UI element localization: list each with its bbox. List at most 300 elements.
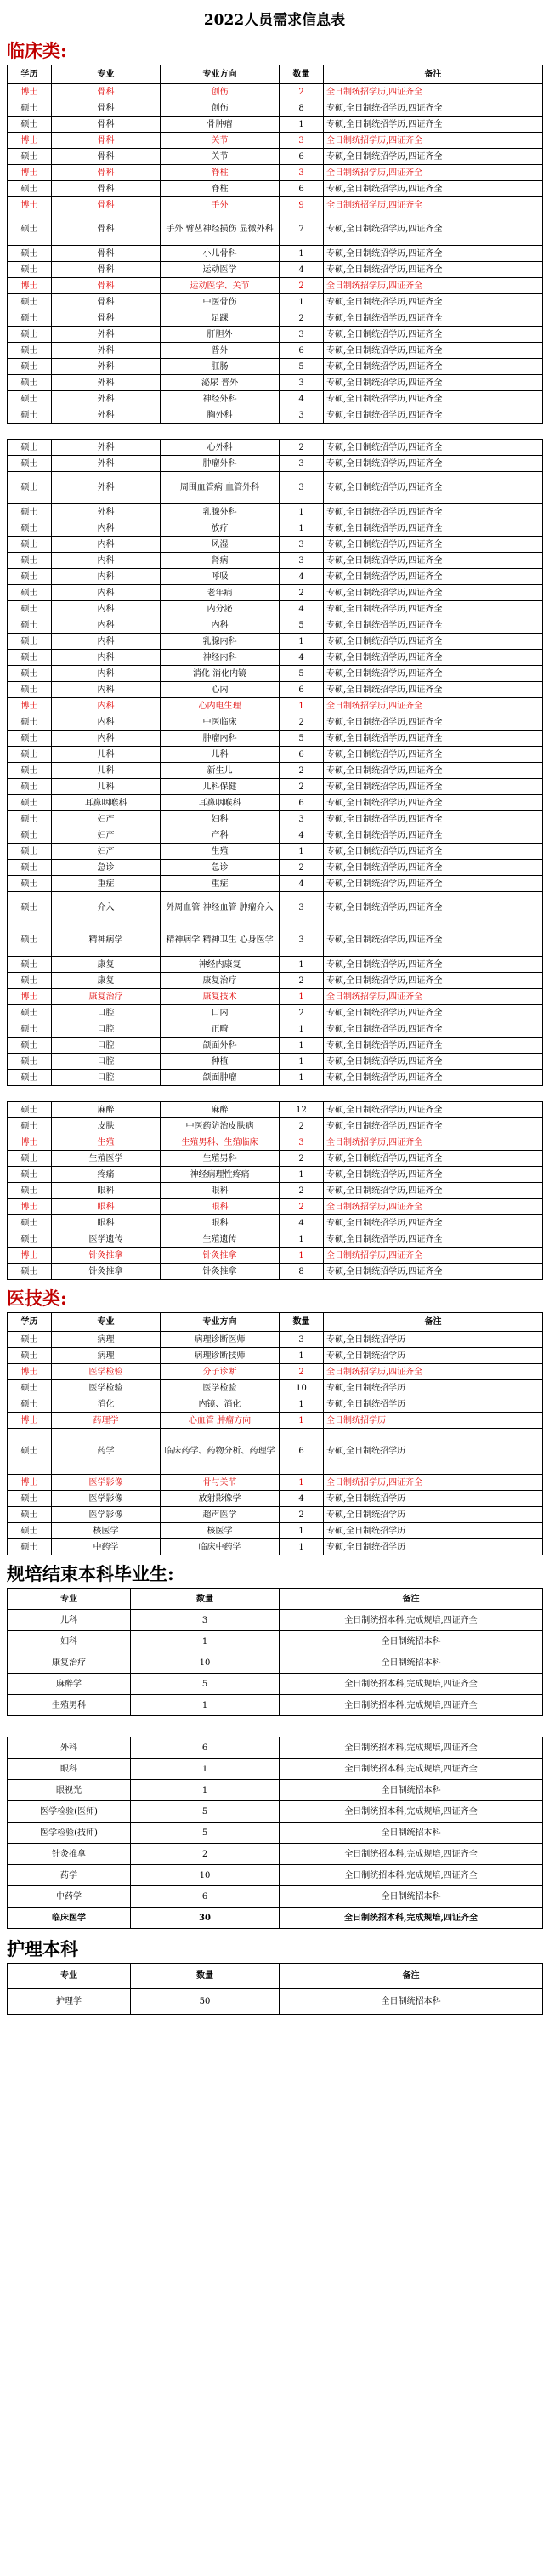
cell-notes: 专硕,全日制统招学历,四证齐全 xyxy=(324,811,543,827)
cell-count: 1 xyxy=(280,1413,324,1429)
cell-count: 5 xyxy=(131,1674,280,1695)
table-spacer xyxy=(8,424,543,440)
cell-major: 内科 xyxy=(52,553,161,569)
cell-notes: 专硕,全日制统招学历,四证齐全 xyxy=(324,795,543,811)
header-count: 数量 xyxy=(131,1589,280,1610)
nursing-table-body xyxy=(8,1989,543,2015)
cell-major: 生殖男科 xyxy=(8,1695,131,1716)
cell-notes: 专硕,全日制统招学历,四证齐全 xyxy=(324,1215,543,1231)
cell-degree: 硕士 xyxy=(8,650,52,666)
cell-major: 康复 xyxy=(52,957,161,973)
table-row xyxy=(8,1118,543,1134)
cell-major: 疼痛 xyxy=(52,1167,161,1183)
table-row xyxy=(8,327,543,343)
cell-count: 2 xyxy=(280,1507,324,1523)
table-row xyxy=(8,1183,543,1199)
cell-count: 3 xyxy=(280,537,324,553)
cell-major: 内科 xyxy=(52,731,161,747)
table-row xyxy=(8,795,543,811)
cell-direction: 乳腺外科 xyxy=(161,504,280,520)
cell-major: 介入 xyxy=(52,892,161,924)
cell-notes: 专硕,全日制统招学历,四证齐全 xyxy=(324,876,543,892)
cell-major: 康复治疗 xyxy=(8,1652,131,1674)
clinical-table xyxy=(7,65,543,1280)
cell-major: 外科 xyxy=(52,391,161,407)
header-count: 数量 xyxy=(131,1964,280,1989)
cell-major: 外科 xyxy=(52,375,161,391)
cell-notes: 专硕,全日制统招学历,四证齐全 xyxy=(324,779,543,795)
cell-count: 30 xyxy=(131,1908,280,1929)
cell-count: 6 xyxy=(280,795,324,811)
cell-notes: 专硕,全日制统招学历,四证齐全 xyxy=(324,1183,543,1199)
table-row xyxy=(8,1199,543,1215)
cell-notes: 全日制统招本科,完成规培,四证齐全 xyxy=(280,1865,543,1886)
cell-count: 2 xyxy=(280,278,324,294)
header-major: 专业 xyxy=(52,1313,161,1332)
cell-major: 内科 xyxy=(52,569,161,585)
cell-direction: 运动医学 xyxy=(161,262,280,278)
table-row xyxy=(8,440,543,456)
cell-degree: 硕士 xyxy=(8,957,52,973)
header-major: 专业 xyxy=(52,65,161,84)
cell-notes: 专硕,全日制统招学历,四证齐全 xyxy=(324,246,543,262)
cell-count: 3 xyxy=(280,375,324,391)
cell-count: 1 xyxy=(280,1231,324,1248)
cell-major: 妇科 xyxy=(8,1631,131,1652)
cell-count: 4 xyxy=(280,1215,324,1231)
cell-direction: 生殖遗传 xyxy=(161,1231,280,1248)
table-row xyxy=(8,1134,543,1151)
cell-major: 外科 xyxy=(52,472,161,504)
cell-count: 3 xyxy=(280,407,324,424)
cell-direction: 新生儿 xyxy=(161,763,280,779)
cell-degree: 硕士 xyxy=(8,795,52,811)
cell-count: 5 xyxy=(131,1801,280,1823)
cell-major: 医学检验(技师) xyxy=(8,1823,131,1844)
cell-notes: 专硕,全日制统招学历,四证齐全 xyxy=(324,650,543,666)
cell-notes: 专硕,全日制统招学历,四证齐全 xyxy=(324,844,543,860)
cell-degree: 硕士 xyxy=(8,1021,52,1038)
cell-count: 4 xyxy=(280,1491,324,1507)
table-row xyxy=(8,1674,543,1695)
cell-major: 护理学 xyxy=(8,1989,131,2015)
table-row xyxy=(8,860,543,876)
table-row xyxy=(8,1610,543,1631)
table-row xyxy=(8,763,543,779)
cell-major: 药学 xyxy=(52,1429,161,1475)
cell-direction: 急诊 xyxy=(161,860,280,876)
section-title-medtech: 医技类: xyxy=(7,1288,67,1309)
cell-degree: 硕士 xyxy=(8,553,52,569)
cell-direction: 放射影像学 xyxy=(161,1491,280,1507)
cell-count: 1 xyxy=(280,1054,324,1070)
table-row xyxy=(8,1491,543,1507)
cell-degree: 博士 xyxy=(8,698,52,714)
table-row xyxy=(8,1652,543,1674)
cell-major: 中药学 xyxy=(52,1539,161,1555)
cell-direction: 老年病 xyxy=(161,585,280,601)
section-title-nursing: 护理本科 xyxy=(7,1938,78,1959)
cell-notes: 专硕,全日制统招学历,四证齐全 xyxy=(324,391,543,407)
cell-degree: 硕士 xyxy=(8,1038,52,1054)
table-row xyxy=(8,989,543,1005)
cell-degree: 硕士 xyxy=(8,1491,52,1507)
cell-direction: 心外科 xyxy=(161,440,280,456)
cell-degree: 博士 xyxy=(8,989,52,1005)
cell-major: 内科 xyxy=(52,617,161,634)
cell-direction: 神经内科 xyxy=(161,650,280,666)
cell-major: 内科 xyxy=(52,682,161,698)
table-row xyxy=(8,1054,543,1070)
cell-direction: 生殖 xyxy=(161,844,280,860)
cell-count: 5 xyxy=(280,731,324,747)
cell-notes: 专硕,全日制统招学历,四证齐全 xyxy=(324,585,543,601)
cell-count: 2 xyxy=(280,84,324,100)
cell-count: 6 xyxy=(280,682,324,698)
cell-notes: 全日制统招本科 xyxy=(280,1823,543,1844)
header-notes: 备注 xyxy=(280,1589,543,1610)
cell-major: 内科 xyxy=(52,520,161,537)
cell-direction: 内科 xyxy=(161,617,280,634)
cell-notes: 全日制统招本科 xyxy=(280,1780,543,1801)
cell-notes: 专硕,全日制统招学历,四证齐全 xyxy=(324,569,543,585)
cell-direction: 运动医学、关节 xyxy=(161,278,280,294)
cell-count: 1 xyxy=(280,1167,324,1183)
cell-direction: 口内 xyxy=(161,1005,280,1021)
cell-direction: 胸外科 xyxy=(161,407,280,424)
cell-count: 4 xyxy=(280,569,324,585)
spacer-cell xyxy=(8,1086,543,1102)
cell-count: 3 xyxy=(280,892,324,924)
cell-degree: 硕士 xyxy=(8,537,52,553)
cell-direction: 麻醉 xyxy=(161,1102,280,1118)
cell-major: 外科 xyxy=(52,456,161,472)
cell-count: 6 xyxy=(280,1429,324,1475)
cell-degree: 硕士 xyxy=(8,1429,52,1475)
table-row xyxy=(8,133,543,149)
cell-direction: 针灸推拿 xyxy=(161,1264,280,1280)
cell-count: 6 xyxy=(131,1886,280,1908)
header-degree: 学历 xyxy=(8,65,52,84)
cell-direction: 外周血管 神经血管 肿瘤介入 xyxy=(161,892,280,924)
cell-direction: 重症 xyxy=(161,876,280,892)
table-row xyxy=(8,1021,543,1038)
cell-degree: 硕士 xyxy=(8,1005,52,1021)
cell-major: 骨科 xyxy=(52,294,161,310)
medtech-table-body xyxy=(8,1332,543,1555)
cell-count: 1 xyxy=(280,117,324,133)
cell-major: 病理 xyxy=(52,1348,161,1364)
cell-notes: 专硕,全日制统招学历,四证齐全 xyxy=(324,520,543,537)
cell-count: 1 xyxy=(280,1523,324,1539)
cell-notes: 专硕,全日制统招学历 xyxy=(324,1396,543,1413)
cell-major: 临床医学 xyxy=(8,1908,131,1929)
cell-major: 妇产 xyxy=(52,811,161,827)
cell-count: 1 xyxy=(280,1070,324,1086)
cell-count: 1 xyxy=(280,1475,324,1491)
header-major: 专业 xyxy=(8,1964,131,1989)
cell-notes: 专硕,全日制统招学历,四证齐全 xyxy=(324,100,543,117)
cell-direction: 内镜、消化 xyxy=(161,1396,280,1413)
cell-degree: 博士 xyxy=(8,1199,52,1215)
cell-notes: 专硕,全日制统招学历 xyxy=(324,1539,543,1555)
cell-major: 骨科 xyxy=(52,278,161,294)
cell-degree: 硕士 xyxy=(8,391,52,407)
table-row xyxy=(8,634,543,650)
table-row xyxy=(8,1908,543,1929)
cell-notes: 专硕,全日制统招学历,四证齐全 xyxy=(324,1038,543,1054)
cell-direction: 颌面外科 xyxy=(161,1038,280,1054)
cell-direction: 病理诊断医师 xyxy=(161,1332,280,1348)
cell-direction: 中医骨伤 xyxy=(161,294,280,310)
cell-direction: 周围血管病 血管外科 xyxy=(161,472,280,504)
cell-major: 针灸推拿 xyxy=(52,1264,161,1280)
table-row xyxy=(8,569,543,585)
table-row xyxy=(8,359,543,375)
cell-notes: 全日制统招学历,四证齐全 xyxy=(324,1364,543,1380)
table-row xyxy=(8,165,543,181)
cell-direction: 创伤 xyxy=(161,100,280,117)
cell-degree: 硕士 xyxy=(8,779,52,795)
cell-major: 核医学 xyxy=(52,1523,161,1539)
cell-count: 3 xyxy=(280,327,324,343)
cell-notes: 专硕,全日制统招学历,四证齐全 xyxy=(324,731,543,747)
cell-major: 骨科 xyxy=(52,262,161,278)
cell-degree: 博士 xyxy=(8,1475,52,1491)
cell-count: 10 xyxy=(131,1865,280,1886)
cell-count: 2 xyxy=(280,440,324,456)
cell-notes: 专硕,全日制统招学历,四证齐全 xyxy=(324,181,543,197)
cell-count: 1 xyxy=(280,698,324,714)
cell-direction: 儿科保健 xyxy=(161,779,280,795)
cell-direction: 分子诊断 xyxy=(161,1364,280,1380)
table-row xyxy=(8,520,543,537)
cell-count: 1 xyxy=(280,520,324,537)
cell-count: 4 xyxy=(280,827,324,844)
cell-degree: 硕士 xyxy=(8,1054,52,1070)
table-row xyxy=(8,504,543,520)
cell-major: 口腔 xyxy=(52,1038,161,1054)
cell-major: 内科 xyxy=(52,650,161,666)
cell-direction: 核医学 xyxy=(161,1523,280,1539)
cell-notes: 全日制统招学历 xyxy=(324,1413,543,1429)
cell-notes: 专硕,全日制统招学历,四证齐全 xyxy=(324,553,543,569)
cell-count: 1 xyxy=(131,1759,280,1780)
cell-count: 3 xyxy=(280,165,324,181)
table-row xyxy=(8,84,543,100)
cell-notes: 全日制统招本科,完成规培,四证齐全 xyxy=(280,1759,543,1780)
cell-notes: 专硕,全日制统招学历,四证齐全 xyxy=(324,149,543,165)
cell-notes: 专硕,全日制统招学历,四证齐全 xyxy=(324,537,543,553)
cell-notes: 专硕,全日制统招学历,四证齐全 xyxy=(324,117,543,133)
cell-notes: 全日制统招本科 xyxy=(280,1631,543,1652)
cell-notes: 专硕,全日制统招学历,四证齐全 xyxy=(324,617,543,634)
table-row xyxy=(8,246,543,262)
cell-degree: 硕士 xyxy=(8,407,52,424)
cell-count: 2 xyxy=(280,763,324,779)
cell-major: 骨科 xyxy=(52,246,161,262)
cell-degree: 博士 xyxy=(8,165,52,181)
header-major: 专业 xyxy=(8,1589,131,1610)
cell-direction: 内分泌 xyxy=(161,601,280,617)
cell-notes: 全日制统招学历,四证齐全 xyxy=(324,165,543,181)
cell-direction: 泌尿 普外 xyxy=(161,375,280,391)
cell-degree: 博士 xyxy=(8,133,52,149)
cell-degree: 博士 xyxy=(8,197,52,213)
cell-count: 2 xyxy=(280,1151,324,1167)
cell-notes: 专硕,全日制统招学历 xyxy=(324,1507,543,1523)
spacer-cell xyxy=(8,1716,543,1737)
cell-count: 4 xyxy=(280,650,324,666)
cell-count: 2 xyxy=(280,1364,324,1380)
cell-notes: 全日制统招本科,完成规培,四证齐全 xyxy=(280,1695,543,1716)
cell-count: 3 xyxy=(280,1134,324,1151)
cell-degree: 硕士 xyxy=(8,617,52,634)
cell-major: 医学影像 xyxy=(52,1491,161,1507)
cell-degree: 硕士 xyxy=(8,117,52,133)
table-row xyxy=(8,876,543,892)
cell-degree: 硕士 xyxy=(8,262,52,278)
cell-major: 重症 xyxy=(52,876,161,892)
cell-major: 药学 xyxy=(8,1865,131,1886)
cell-degree: 硕士 xyxy=(8,892,52,924)
table-row xyxy=(8,585,543,601)
table-row xyxy=(8,1823,543,1844)
cell-count: 1 xyxy=(280,957,324,973)
table-row xyxy=(8,1348,543,1364)
header-direction: 专业方向 xyxy=(161,65,280,84)
cell-degree: 硕士 xyxy=(8,246,52,262)
cell-count: 3 xyxy=(280,1332,324,1348)
cell-notes: 专硕,全日制统招学历,四证齐全 xyxy=(324,634,543,650)
table-row xyxy=(8,343,543,359)
cell-direction: 心血管 肿瘤方向 xyxy=(161,1413,280,1429)
cell-direction: 小儿骨科 xyxy=(161,246,280,262)
cell-notes: 专硕,全日制统招学历,四证齐全 xyxy=(324,666,543,682)
cell-degree: 硕士 xyxy=(8,1396,52,1413)
table-row xyxy=(8,197,543,213)
cell-notes: 专硕,全日制统招学历,四证齐全 xyxy=(324,504,543,520)
cell-direction: 肾病 xyxy=(161,553,280,569)
cell-count: 1 xyxy=(280,1539,324,1555)
cell-degree: 硕士 xyxy=(8,213,52,246)
table-row xyxy=(8,1248,543,1264)
cell-count: 6 xyxy=(280,343,324,359)
section-title-clinical: 临床类: xyxy=(7,40,67,61)
cell-degree: 博士 xyxy=(8,278,52,294)
cell-notes: 全日制统招本科,完成规培,四证齐全 xyxy=(280,1801,543,1823)
cell-count: 7 xyxy=(280,213,324,246)
cell-major: 外科 xyxy=(52,440,161,456)
table-row xyxy=(8,1759,543,1780)
cell-degree: 硕士 xyxy=(8,666,52,682)
section-title-graduates: 规培结束本科毕业生: xyxy=(7,1563,174,1584)
cell-count: 1 xyxy=(280,504,324,520)
cell-direction: 心内电生理 xyxy=(161,698,280,714)
cell-major: 妇产 xyxy=(52,827,161,844)
cell-notes: 全日制统招学历,四证齐全 xyxy=(324,197,543,213)
cell-degree: 硕士 xyxy=(8,714,52,731)
cell-count: 1 xyxy=(131,1695,280,1716)
cell-notes: 专硕,全日制统招学历,四证齐全 xyxy=(324,456,543,472)
table-header-row xyxy=(8,1964,543,1989)
cell-direction: 肿瘤外科 xyxy=(161,456,280,472)
cell-notes: 专硕,全日制统招学历,四证齐全 xyxy=(324,213,543,246)
cell-direction: 妇科 xyxy=(161,811,280,827)
table-row xyxy=(8,844,543,860)
cell-direction: 足踝 xyxy=(161,310,280,327)
cell-direction: 生殖男科 xyxy=(161,1151,280,1167)
cell-direction: 骨与关节 xyxy=(161,1475,280,1491)
cell-notes: 专硕,全日制统招学历,四证齐全 xyxy=(324,601,543,617)
cell-direction: 眼科 xyxy=(161,1215,280,1231)
cell-count: 4 xyxy=(280,262,324,278)
table-row xyxy=(8,1507,543,1523)
table-row xyxy=(8,100,543,117)
table-row xyxy=(8,1231,543,1248)
table-row xyxy=(8,1539,543,1555)
cell-degree: 硕士 xyxy=(8,1215,52,1231)
cell-count: 1 xyxy=(131,1780,280,1801)
cell-degree: 硕士 xyxy=(8,682,52,698)
cell-direction: 手外 xyxy=(161,197,280,213)
cell-notes: 专硕,全日制统招学历,四证齐全 xyxy=(324,924,543,957)
cell-notes: 专硕,全日制统招学历,四证齐全 xyxy=(324,763,543,779)
cell-major: 骨科 xyxy=(52,100,161,117)
cell-count: 2 xyxy=(280,1183,324,1199)
cell-major: 骨科 xyxy=(52,149,161,165)
cell-count: 8 xyxy=(280,100,324,117)
table-row xyxy=(8,537,543,553)
cell-major: 口腔 xyxy=(52,1054,161,1070)
cell-major: 麻醉学 xyxy=(8,1674,131,1695)
cell-notes: 专硕,全日制统招学历 xyxy=(324,1491,543,1507)
cell-degree: 硕士 xyxy=(8,504,52,520)
cell-degree: 硕士 xyxy=(8,327,52,343)
cell-major: 麻醉 xyxy=(52,1102,161,1118)
page-title: 2022人员需求信息表 xyxy=(203,12,346,29)
cell-major: 皮肤 xyxy=(52,1118,161,1134)
cell-degree: 博士 xyxy=(8,1364,52,1380)
cell-direction: 肝胆外 xyxy=(161,327,280,343)
table-row xyxy=(8,957,543,973)
cell-direction: 关节 xyxy=(161,133,280,149)
table-row xyxy=(8,1364,543,1380)
cell-count: 5 xyxy=(131,1823,280,1844)
cell-notes: 专硕,全日制统招学历,四证齐全 xyxy=(324,327,543,343)
cell-degree: 博士 xyxy=(8,1413,52,1429)
cell-direction: 肛肠 xyxy=(161,359,280,375)
table-row xyxy=(8,924,543,957)
spacer-cell xyxy=(8,424,543,440)
cell-degree: 硕士 xyxy=(8,973,52,989)
cell-major: 眼视光 xyxy=(8,1780,131,1801)
cell-notes: 全日制统招学历,四证齐全 xyxy=(324,1199,543,1215)
header-notes: 备注 xyxy=(280,1964,543,1989)
cell-notes: 专硕,全日制统招学历,四证齐全 xyxy=(324,440,543,456)
table-row xyxy=(8,1413,543,1429)
cell-count: 1 xyxy=(280,1248,324,1264)
cell-count: 3 xyxy=(280,456,324,472)
cell-notes: 全日制统招本科 xyxy=(280,1886,543,1908)
cell-count: 8 xyxy=(280,1264,324,1280)
table-row xyxy=(8,617,543,634)
cell-count: 2 xyxy=(280,1118,324,1134)
cell-notes: 全日制统招本科,完成规培,四证齐全 xyxy=(280,1737,543,1759)
cell-count: 9 xyxy=(280,197,324,213)
cell-count: 5 xyxy=(280,666,324,682)
cell-major: 内科 xyxy=(52,698,161,714)
